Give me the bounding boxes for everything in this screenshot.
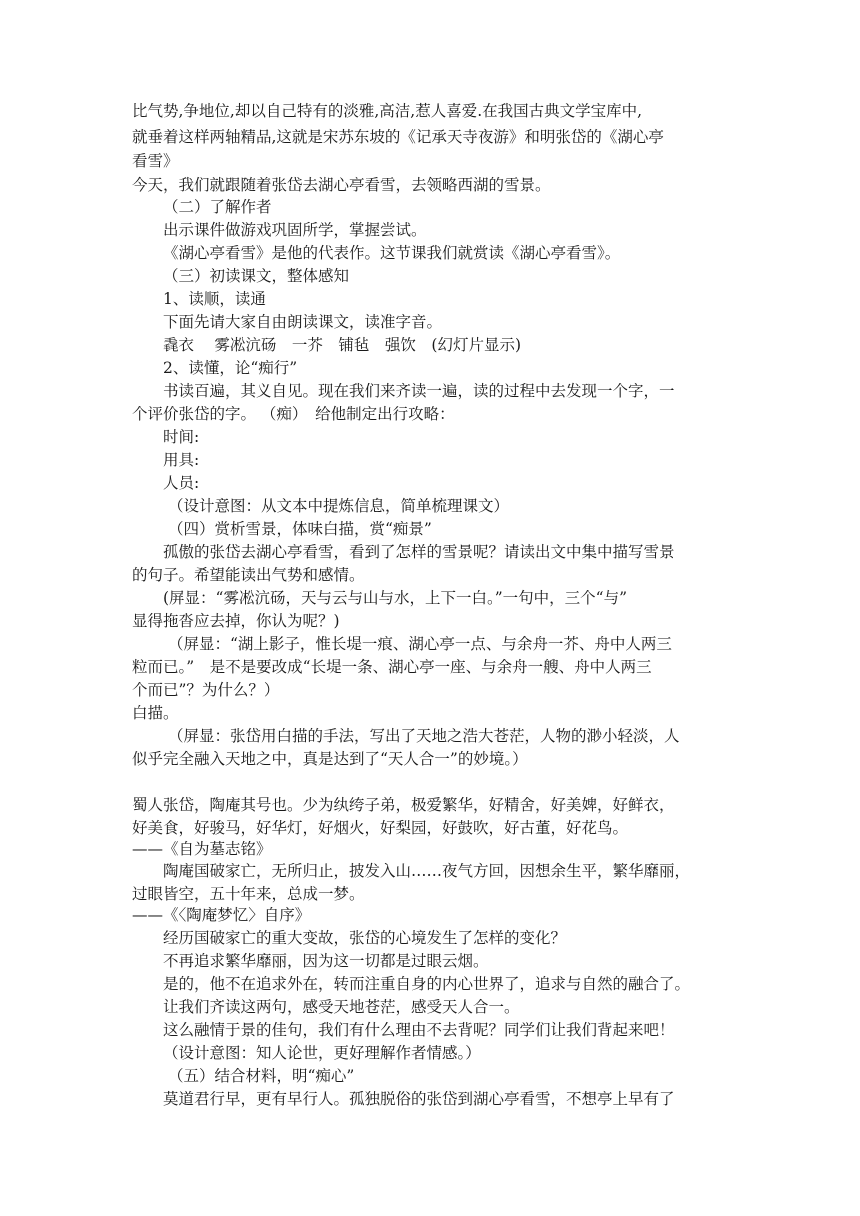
text-line: 个评价张岱的字。 （痴） 给他制定出行攻略：	[132, 405, 455, 423]
text-line: 人员:	[163, 474, 200, 492]
text-line: 粒而已。” 是不是要改成“长堤一条、湖心亭一座、与余舟一艘、舟中人两三	[132, 658, 652, 676]
text-line: 书读百遍，其义自见。现在我们来齐读一遍，读的过程中去发现一个字，一	[163, 382, 675, 400]
text-line: 个而已”？为什么？）	[132, 681, 280, 699]
text-line: 时间:	[163, 428, 200, 446]
text-line: 的句子。希望能读出气势和感情。	[132, 566, 365, 584]
text-line: 白描。	[132, 704, 179, 722]
section-heading: （四）赏析雪景，体味白描，赏“痴景”	[168, 520, 432, 538]
text-line: 今天，我们就跟随着张岱去湖心亭看雪，去领略西湖的雪景。	[132, 176, 551, 194]
text-line: 似乎完全融入天地之中，真是达到了“天人合一”的妙境。）	[132, 750, 528, 768]
text-line: （屏显：“湖上影子，惟长堤一痕、湖心亭一点、与余舟一芥、舟中人两三	[168, 635, 672, 653]
quote-line: 过眼皆空，五十年来，总成一梦。	[132, 885, 365, 903]
text-line: 经历国破家亡的重大变故，张岱的心境发生了怎样的变化？	[163, 929, 567, 947]
text-line: 这么融情于景的佳句，我们有什么理由不去背呢？同学们让我们背起来吧！	[163, 1021, 675, 1039]
quote-line: 陶庵国破家亡，无所归止，披发入山……夜气方回，因想余生平，繁华靡丽，	[163, 862, 691, 880]
text-line: 用具:	[163, 451, 200, 469]
text-line: （屏显：张岱用白描的手法，写出了天地之浩大苍茫，人物的渺小轻淡，人	[168, 727, 680, 745]
quote-line: 好美食，好骏马，好华灯，好烟火，好梨园，好鼓吹，好古董，好花鸟。	[132, 819, 629, 837]
quote-source: ——《〈陶庵梦忆〉自序》	[132, 906, 311, 924]
text-line: 孤傲的张岱去湖心亭看雪，看到了怎样的雪景呢？请读出文中集中描写雪景	[163, 543, 675, 561]
quote-line: 蜀人张岱，陶庵其号也。少为纨绔子弟，极爱繁华，好精舍，好美婢，好鲜衣，	[132, 796, 675, 814]
text-line: 出示课件做游戏巩固所学，掌握尝试。	[163, 221, 427, 239]
text-line: 显得拖沓应去掉，你认为呢？)	[132, 612, 340, 630]
text-line: 1、读顺，读通	[163, 290, 266, 308]
section-heading: （五）结合材料，明“痴心”	[168, 1067, 355, 1085]
text-line: 就垂着这样两轴精品,这就是宋苏东坡的《记承天寺夜游》和明张岱的《湖心亭	[132, 128, 664, 146]
section-heading: （三）初读课文，整体感知	[163, 267, 350, 285]
text-line: 看雪》	[132, 152, 179, 170]
design-note: （设计意图：知人论世，更好理解作者情感。）	[163, 1044, 481, 1062]
text-line: 是的，他不在追求外在，转而注重自身的内心世界了，追求与自然的融合了。	[163, 975, 691, 993]
quote-source: ——《自为墓志铭》	[132, 840, 272, 858]
text-line: 2、读懂，论“痴行”	[163, 359, 298, 377]
text-line: 莫道君行早，更有早行人。孤独脱俗的张岱到湖心亭看雪，不想亭上早有了	[163, 1090, 675, 1108]
text-line: 《湖心亭看雪》是他的代表作。这节课我们就赏读《湖心亭看雪》。	[163, 244, 621, 262]
design-note: （设计意图：从文本中提炼信息，简单梳理课文）	[168, 497, 510, 515]
text-line: 下面先请大家自由朗读课文，读准字音。	[163, 313, 443, 331]
section-heading: （二）了解作者	[163, 198, 272, 216]
text-line: (屏显：“雾凇沆砀，天与云与山与水，上下一白。”一句中，三个“与”	[163, 589, 627, 607]
text-line: 不再追求繁华靡丽，因为这一切都是过眼云烟。	[163, 952, 489, 970]
vocabulary-line: 毳衣 雾凇沆砀 一芥 铺毡 强饮 (幻灯片显示)	[163, 336, 522, 354]
text-line: 比气势,争地位,却以自己特有的淡雅,高洁,惹人喜爱.在我国古典文学宝库中,	[132, 102, 643, 120]
text-line: 让我们齐读这两句，感受天地苍茫，感受天人合一。	[163, 998, 520, 1016]
